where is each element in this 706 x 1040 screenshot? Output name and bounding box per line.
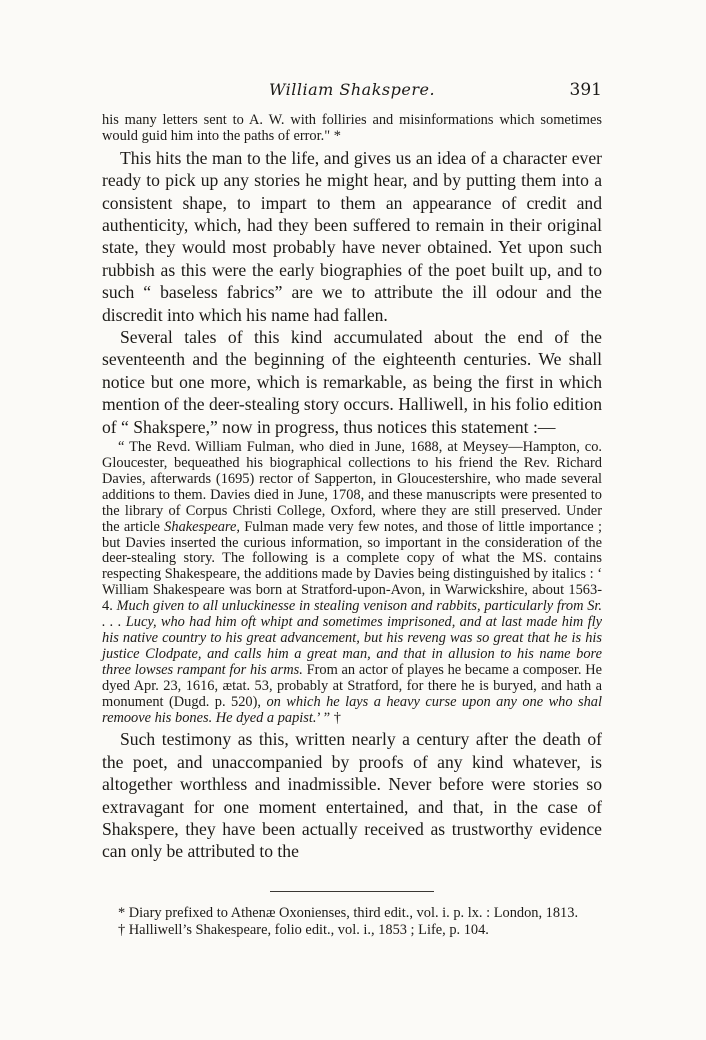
paragraph-3: Such testimony as this, written nearly a century after the death of the poet, and unaccompanied by proofs of any kind whatever, is altogether worthless and inadmissible. Never before were stories so extravagant for one moment entertained, and that, in the case of Shakspere, they have been actually received as trustworthy evidence can only be attributed to the [102,729,602,862]
block-quote [102,440,602,726]
page-body [102,113,602,863]
footnote-2: † Halliwell’s Shakespeare, folio edit., vol. i., 1853 ; Life, p. 104. [118,922,489,938]
footnote-rule [270,891,434,892]
running-title: William Shakspere. [268,80,436,99]
quote-italic-d: Much given to all unluckinesse in stealing venison and rabbits, particularly from Sr. . . . Lucy, who had him oft whipt and sometimes imprisoned, and at last made him fly his native country to his great advancement, but his reveng was so great that he is his justice Clodpate, and calls him a great man, and that in allusion to his name bore three lowses rampant for his arms. [102,598,603,678]
quote-text-a: “ The Revd. William Fulman, who died in June, 1688, at Meysey—Hampton, co. Gloucester, bequeathed his biographical collections to his friend the Rev. Richard Davies, afterwards (1695) rector of Sapperton, in Gloucestershire, who made several additions to them. Davies died in June, 1708, and these manuscripts were presented to the library of Corpus Christi College, Oxford, where they are still preserved. Under the article [102,439,602,535]
quote-text-c: Fulman made very few notes, and those of little importance ; but Davies inserted the curious information, so important in the consideration of the deer-stealing story. The following is a complete copy of what the MS. contains respecting Shakespeare, the additions made by Davies being distinguished by italics : ‘ William Shakespeare was born at Stratford-upon-Avon, in Warwickshire, about 1563-4. [102,518,602,615]
quote-italic-b: Shakespeare, [164,518,240,535]
footnote-1: * Diary prefixed to Athenæ Oxonienses, third edit., vol. i. p. lx. : London, 1813. [118,905,579,921]
paragraph-1: This hits the man to the life, and gives us an idea of a character ever ready to pick up any stories he might hear, and by putting them into a consistent shape, to impart to them an appearance of credit and authenticity, which, had they been suffered to remain in their original state, they would most probably have never obtained. Yet upon such rubbish as this were the early biographies of the poet built up, and to such “ baseless fabrics” are we to attribute the ill odour and the discredit into which his name had fallen. [102,147,602,325]
page-header [102,80,602,102]
paragraph-2: Several tales of this kind accumulated about the end of the seventeenth and the beginning of the eighteenth centuries. We shall notice but one more, which is remarkable, as being the first in which mention of the deer-stealing story occurs. Halliwell, in his folio edition of “ Shakspere,” now in progress, thus notices this statement :— [102,327,602,437]
quote-text-g: ’ ” † [316,709,341,726]
quote-text-e: From an actor of playes he became a composer. He dyed Apr. 23, 1616, ætat. 53, probably at Stratford, for there he is buryed, and hath a monument (Dugd. p. 520), [102,661,602,710]
quote-continuation: his many letters sent to A. W. with folliries and misinformations which sometimes would guid him into the paths of error." * [102,112,602,144]
quote-italic-f: on which he lays a heavy curse upon any one who shal remoove his bones. He dyed a papist. [102,693,602,726]
footnotes [102,905,602,939]
page-number: 391 [569,80,602,100]
